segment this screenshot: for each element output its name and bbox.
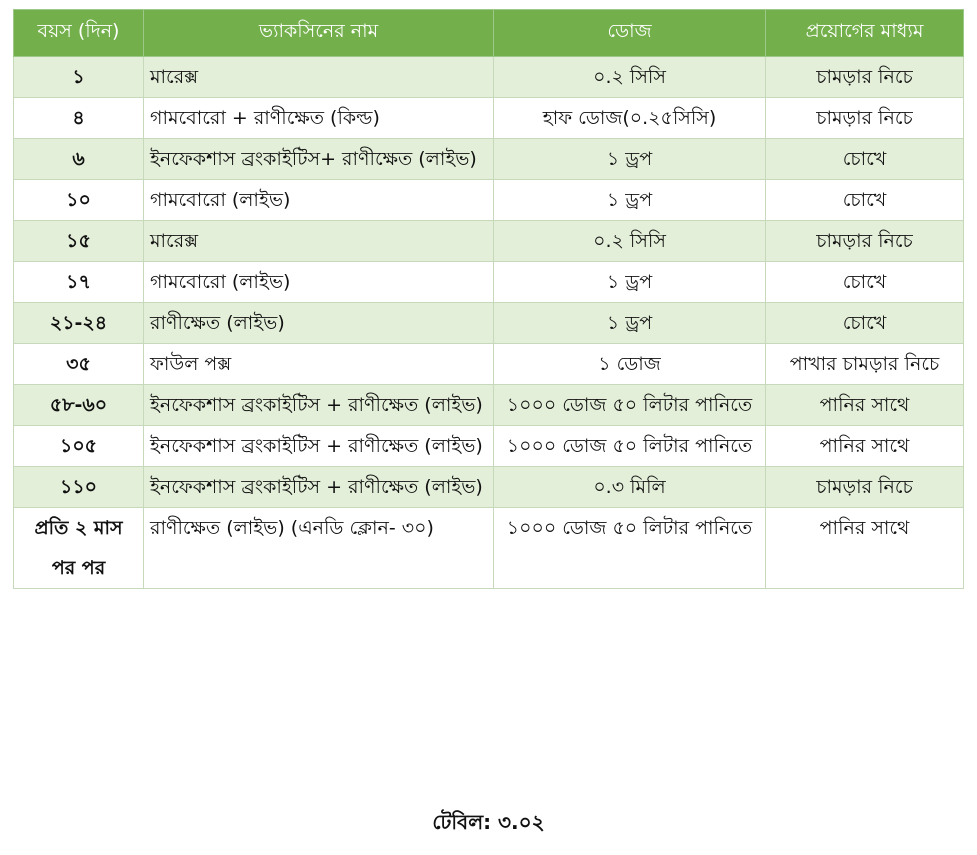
dose-cell: ১০০০ ডোজ ৫০ লিটার পানিতে [494, 426, 766, 467]
age-cell: ৫৮-৬০ [14, 385, 144, 426]
route-cell: চোখে [766, 139, 964, 180]
vaccination-schedule-table [13, 9, 964, 589]
route-cell: চোখে [766, 262, 964, 303]
vaccine-name-cell: মারেক্স [144, 221, 494, 262]
dose-cell: ০.২ সিসি [494, 57, 766, 98]
route-cell: পানির সাথে [766, 385, 964, 426]
table-row [14, 57, 964, 98]
age-cell: ১০৫ [14, 426, 144, 467]
vaccine-name-cell: ইনফেকশাস ব্রংকাইটিস + রাণীক্ষেত (লাইভ) [144, 426, 494, 467]
dose-cell: ১ ড্রপ [494, 262, 766, 303]
vaccine-name-cell: গামবোরো (লাইভ) [144, 180, 494, 221]
dose-cell: ১০০০ ডোজ ৫০ লিটার পানিতে [494, 508, 766, 589]
dose-cell: ১ ড্রপ [494, 139, 766, 180]
vaccine-name-cell: গামবোরো + রাণীক্ষেত (কিল্ড) [144, 98, 494, 139]
header-dose: ডোজ [494, 10, 766, 57]
vaccine-name-cell: ইনফেকশাস ব্রংকাইটিস+ রাণীক্ষেত (লাইভ) [144, 139, 494, 180]
age-cell: ৬ [14, 139, 144, 180]
vaccine-name-cell: ইনফেকশাস ব্রংকাইটিস + রাণীক্ষেত (লাইভ) [144, 385, 494, 426]
route-cell: চামড়ার নিচে [766, 467, 964, 508]
header-route: প্রয়োগের মাধ্যম [766, 10, 964, 57]
route-cell: চোখে [766, 180, 964, 221]
table-header-row [14, 10, 964, 57]
table-row [14, 426, 964, 467]
route-cell: পাখার চামড়ার নিচে [766, 344, 964, 385]
age-cell: ১১০ [14, 467, 144, 508]
route-cell: চোখে [766, 303, 964, 344]
route-cell: পানির সাথে [766, 508, 964, 589]
table-row [14, 139, 964, 180]
table-row [14, 344, 964, 385]
vaccine-name-cell: গামবোরো (লাইভ) [144, 262, 494, 303]
table-row [14, 221, 964, 262]
age-cell: ৩৫ [14, 344, 144, 385]
dose-cell: ০.৩ মিলি [494, 467, 766, 508]
header-vaccine-name: ভ্যাকসিনের নাম [144, 10, 494, 57]
vaccine-name-cell: রাণীক্ষেত (লাইভ) (এনডি ক্লোন- ৩০) [144, 508, 494, 589]
vaccine-name-cell: ইনফেকশাস ব্রংকাইটিস + রাণীক্ষেত (লাইভ) [144, 467, 494, 508]
age-cell: ১৭ [14, 262, 144, 303]
dose-cell: ০.২ সিসি [494, 221, 766, 262]
table-caption: টেবিল: ৩.০২ [432, 810, 545, 834]
header-age: বয়স (দিন) [14, 10, 144, 57]
route-cell: চামড়ার নিচে [766, 221, 964, 262]
dose-cell: ১০০০ ডোজ ৫০ লিটার পানিতে [494, 385, 766, 426]
route-cell: চামড়ার নিচে [766, 57, 964, 98]
age-cell: ১৫ [14, 221, 144, 262]
table-row [14, 262, 964, 303]
dose-cell: ১ ড্রপ [494, 180, 766, 221]
age-cell: ২১-২৪ [14, 303, 144, 344]
dose-cell: ১ ড্রপ [494, 303, 766, 344]
table-row [14, 467, 964, 508]
age-cell: প্রতি ২ মাস পর পর [14, 508, 144, 589]
age-cell: ৪ [14, 98, 144, 139]
table-row [14, 180, 964, 221]
vaccine-name-cell: মারেক্স [144, 57, 494, 98]
vaccine-name-cell: রাণীক্ষেত (লাইভ) [144, 303, 494, 344]
age-cell: ১ [14, 57, 144, 98]
vaccine-name-cell: ফাউল পক্স [144, 344, 494, 385]
table-row [14, 303, 964, 344]
route-cell: পানির সাথে [766, 426, 964, 467]
route-cell: চামড়ার নিচে [766, 98, 964, 139]
table-row [14, 98, 964, 139]
dose-cell: ১ ডোজ [494, 344, 766, 385]
age-cell: ১০ [14, 180, 144, 221]
dose-cell: হাফ ডোজ(০.২৫সিসি) [494, 98, 766, 139]
table-row [14, 385, 964, 426]
table-row [14, 508, 964, 589]
